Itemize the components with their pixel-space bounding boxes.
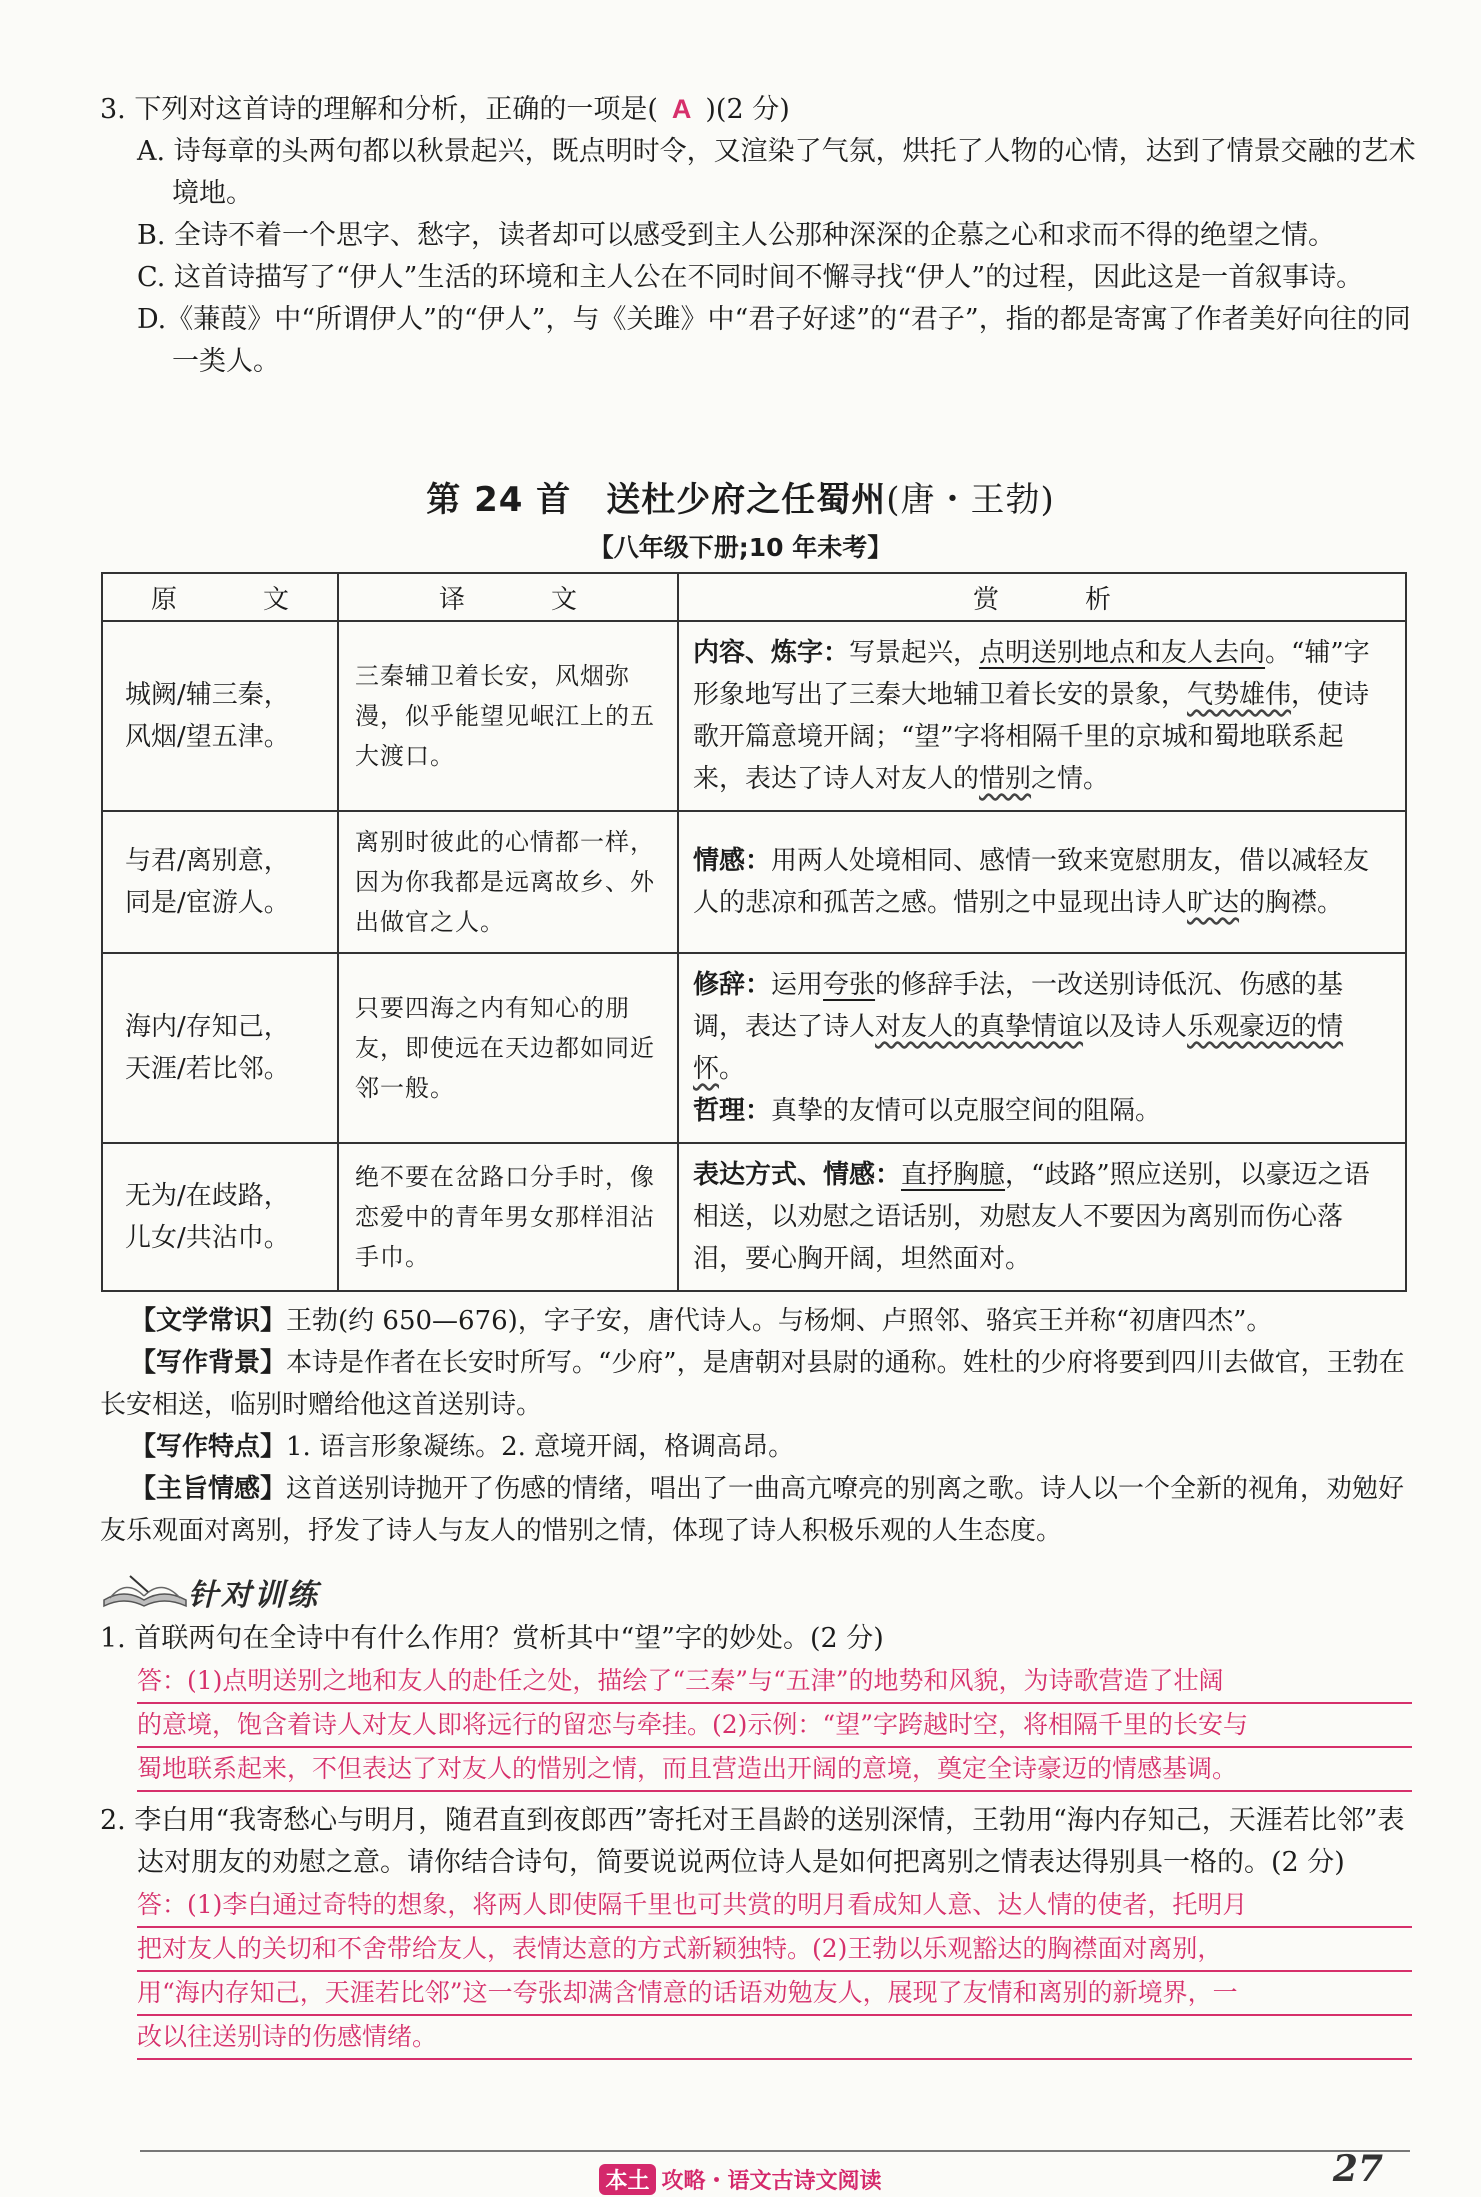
q3-answer: A (671, 94, 692, 124)
appreciation-cell: 情感：用两人处境相同、感情一致来宽慰朋友，借以减轻友人的悲凉和孤苦之感。惜别之中显现出诗人旷达的胸襟。 (678, 811, 1406, 953)
original-cell: 城阙/辅三秦， 风烟/望五津。 (102, 621, 338, 811)
poem-analysis-table (101, 572, 1407, 1292)
header-translation: 译 文 (338, 573, 678, 621)
appreciation-cell: 表达方式、情感：直抒胸臆，“歧路”照应送别，以豪迈之语相送，以劝慰之语话别，劝慰友人不要因为离别而伤心落泪，要心胸开阔，坦然面对。 (678, 1143, 1406, 1291)
q3-stem: 3. 下列对这首诗的理解和分析，正确的一项是( (100, 94, 658, 125)
table-header-row (102, 573, 1406, 621)
translation-cell: 绝不要在岔路口分手时，像恋爱中的青年男女那样泪沾手巾。 (338, 1143, 678, 1291)
appreciation-cell: 修辞：运用夸张的修辞手法，一改送别诗低沉、伤感的基调，表达了诗人对友人的真挚情谊以及诗人乐观豪迈的情怀。 哲理：真挚的友情可以克服空间的阻隔。 (678, 953, 1406, 1143)
page-number: 27 (1332, 2148, 1383, 2190)
original-cell: 与君/离别意， 同是/宦游人。 (102, 811, 338, 953)
notes-section (100, 1300, 1412, 1552)
poem-title-text: 第 24 首 送杜少府之任蜀州 (426, 480, 887, 520)
answer-1: 答：(1)点明送别之地和友人的赴任之处，描绘了“三秦”与“五津”的地势和风貌，为诗歌营造了壮阔 的意境，饱含着诗人对友人即将远行的留恋与牵挂。(2)示例：“望”字跨越时空，将相隔千里的长安与 蜀地联系起来，不但表达了对友人的惜别之情，而且营造出开阔的意境，奠定全诗豪迈的情感基调。 (100, 1660, 1412, 1792)
poem-author: (唐・王勃) (886, 480, 1055, 520)
translation-cell: 只要四海之内有知心的朋友，即使远在天边都如同近邻一般。 (338, 953, 678, 1143)
q3-score: )(2 分) (705, 94, 790, 125)
footer-divider (140, 2150, 1410, 2152)
table-row (102, 811, 1406, 953)
training-header (100, 1566, 380, 1614)
question-3 (100, 88, 1420, 383)
footer-title: 攻略・语文古诗文阅读 (661, 2169, 882, 2194)
note-literary-knowledge: 【文学常识】王勃(约 650—676)，字子安，唐代诗人。与杨炯、卢照邻、骆宾王并称“初唐四杰”。 (130, 1306, 1273, 1336)
questions-section (100, 1618, 1412, 2064)
answer-2: 答：(1)李白通过奇特的想象，将两人即使隔千里也可共赏的明月看成知人意、达人情的使者，托明月 把对友人的关切和不舍带给友人，表情达意的方式新颖独特。(2)王勃以乐观豁达的胸襟面对离别， 用“海内存知己，天涯若比邻”这一夸张却满含情意的话语劝勉友人，展现了友情和离别的新境界，一 改以往送别诗的伤感情绪。 (100, 1884, 1412, 2060)
original-cell: 海内/存知己， 天涯/若比邻。 (102, 953, 338, 1143)
brand-logo: 本土 (599, 2164, 655, 2195)
note-writing-features: 【写作特点】1. 语言形象凝练。2. 意境开阔，格调高昂。 (130, 1432, 795, 1462)
q3-option-d: D.《蒹葭》中“所谓伊人”的“伊人”，与《关雎》中“君子好逑”的“君子”，指的都是寄寓了作者美好向往的同一类人。 (137, 304, 1411, 377)
footer (0, 2164, 1481, 2195)
grade-info: 【八年级下册;10 年未考】 (588, 533, 893, 562)
q3-option-a: A. 诗每章的头两句都以秋景起兴，既点明时令，又渲染了气氛，烘托了人物的心情，达到了情景交融的艺术境地。 (137, 136, 1416, 209)
header-original: 原 文 (102, 573, 338, 621)
table-row (102, 1143, 1406, 1291)
table-row (102, 953, 1406, 1143)
question-1: 1. 首联两句在全诗中有什么作用？赏析其中“望”字的妙处。(2 分) (100, 1623, 884, 1654)
translation-cell: 三秦辅卫着长安，风烟弥漫，似乎能望见岷江上的五大渡口。 (338, 621, 678, 811)
appreciation-cell: 内容、炼字：写景起兴，点明送别地点和友人去向。“辅”字形象地写出了三秦大地辅卫着长安的景象，气势雄伟，使诗歌开篇意境开阔；“望”字将相隔千里的京城和蜀地联系起来，表达了诗人对友人的惜别之情。 (678, 621, 1406, 811)
translation-cell: 离别时彼此的心情都一样，因为你我都是远离故乡、外出做官之人。 (338, 811, 678, 953)
note-theme: 【主旨情感】这首送别诗抛开了伤感的情绪，唱出了一曲高亢嘹亮的别离之歌。诗人以一个全新的视角，劝勉好友乐观面对离别，抒发了诗人与友人的惜别之情，体现了诗人积极乐观的人生态度。 (100, 1474, 1405, 1546)
training-title: 针对训练 (188, 1578, 320, 1613)
q3-option-b: B. 全诗不着一个思字、愁字，读者却可以感受到主人公那种深深的企慕之心和求而不得的绝望之情。 (137, 220, 1336, 251)
note-writing-background: 【写作背景】本诗是作者在长安时所写。“少府”，是唐朝对县尉的通称。姓杜的少府将要到四川去做官，王勃在长安相送，临别时赠给他这首送别诗。 (100, 1348, 1405, 1420)
q3-option-c: C. 这首诗描写了“伊人”生活的环境和主人公在不同时间不懈寻找“伊人”的过程，因此这是一首叙事诗。 (137, 262, 1364, 293)
original-cell: 无为/在歧路， 儿女/共沾巾。 (102, 1143, 338, 1291)
table-row (102, 621, 1406, 811)
open-book-icon (100, 1570, 190, 1610)
poem-title (0, 472, 1481, 521)
header-appreciation: 赏 析 (678, 573, 1406, 621)
question-2: 2. 李白用“我寄愁心与明月，随君直到夜郎西”寄托对王昌龄的送别深情，王勃用“海内存知己，天涯若比邻”表达对朋友的劝慰之意。请你结合诗句，简要说说两位诗人是如何把离别之情表达得别具一格的。(2 分) (100, 1805, 1405, 1878)
